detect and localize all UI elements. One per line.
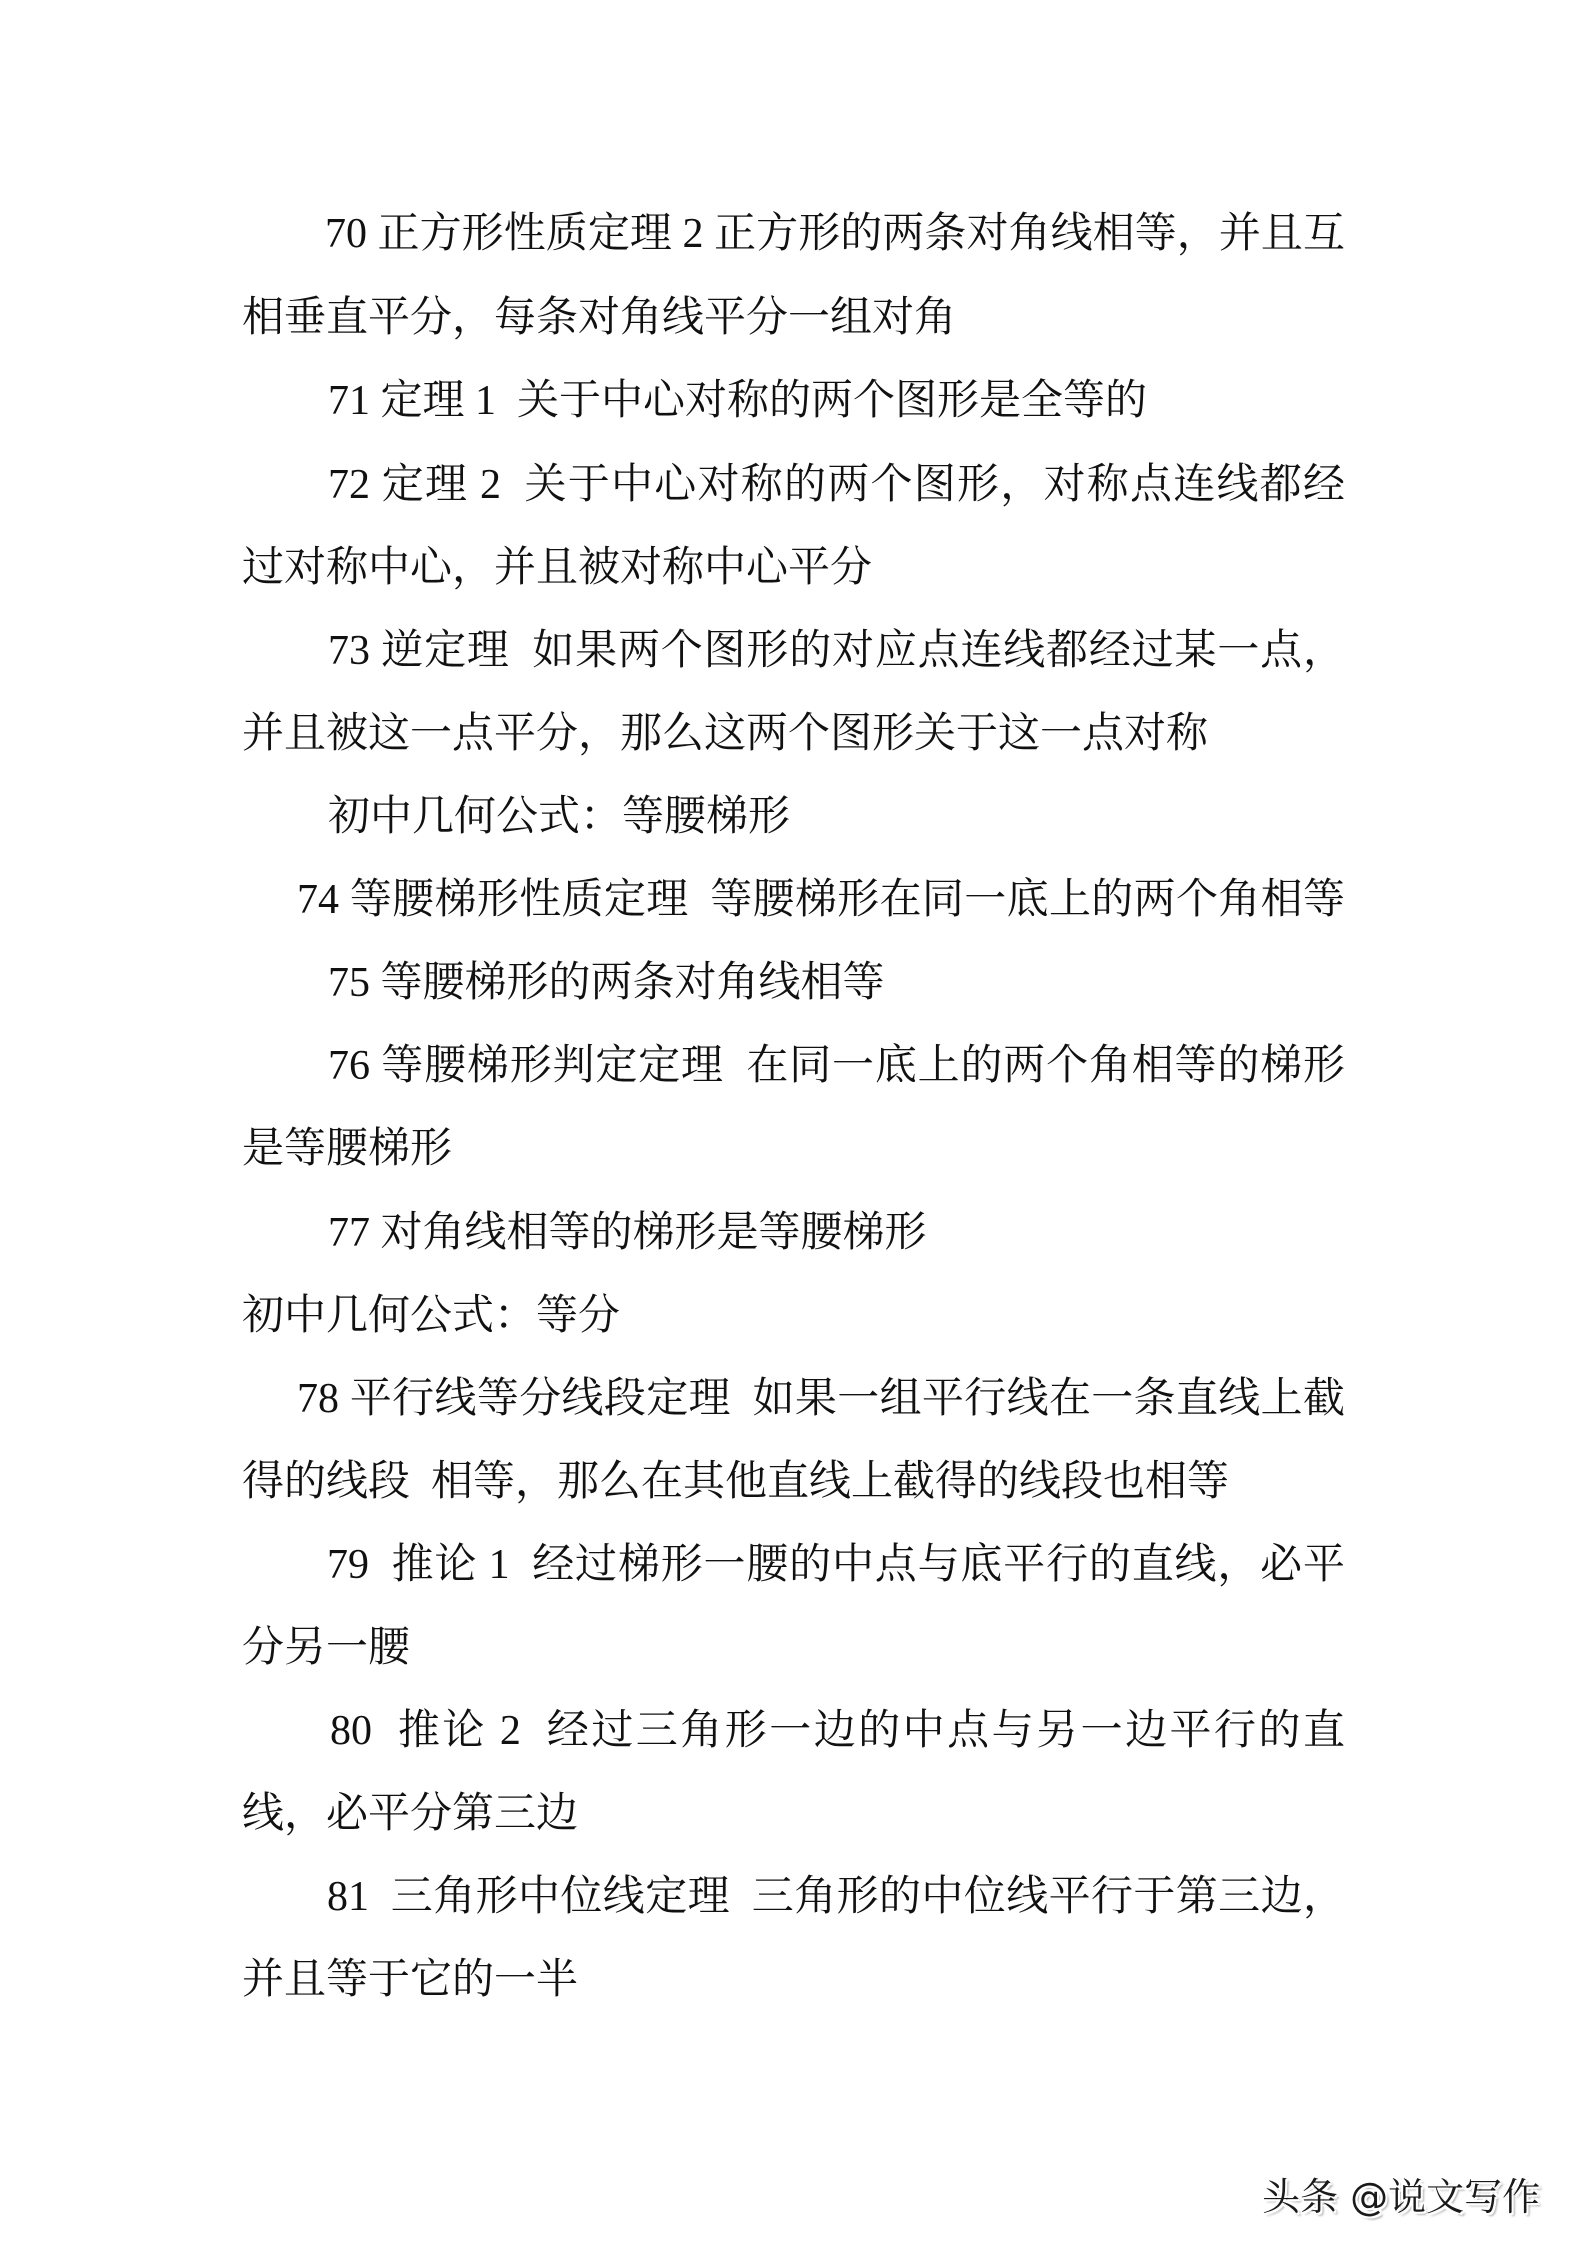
theorem-78-line-1: 78 平行线等分线段定理 如果一组平行线在一条直线上截 — [297, 1376, 1345, 1422]
section-heading-equal-division: 初中几何公式：等分 — [242, 1293, 621, 1339]
watermark: 头条 @说文写作 — [1262, 2175, 1541, 2219]
theorem-78-line-2: 得的线段 相等，那么在其他直线上截得的线段也相等 — [242, 1459, 1230, 1505]
theorem-70-line-2: 相垂直平分，每条对角线平分一组对角 — [242, 295, 957, 341]
theorem-71: 71 定理 1 关于中心对称的两个图形是全等的 — [328, 378, 1148, 424]
corollary-79-line-2: 分另一腰 — [242, 1625, 411, 1671]
corollary-79-line-1: 79 推论 1 经过梯形一腰的中点与底平行的直线，必平 — [327, 1542, 1345, 1588]
corollary-80-line-1: 80 推论 2 经过三角形一边的中点与另一边平行的直 — [330, 1708, 1345, 1754]
theorem-77: 77 对角线相等的梯形是等腰梯形 — [328, 1210, 927, 1256]
theorem-76-line-1: 76 等腰梯形判定定理 在同一底上的两个角相等的梯形 — [328, 1043, 1345, 1089]
theorem-74: 74 等腰梯形性质定理 等腰梯形在同一底上的两个角相等 — [297, 877, 1345, 923]
theorem-73-line-2: 并且被这一点平分，那么这两个图形关于这一点对称 — [242, 711, 1209, 757]
theorem-70-line-1: 70 正方形性质定理 2 正方形的两条对角线相等，并且互 — [325, 211, 1345, 257]
section-heading-isosceles-trapezoid: 初中几何公式：等腰梯形 — [328, 794, 791, 840]
theorem-75: 75 等腰梯形的两条对角线相等 — [328, 960, 885, 1006]
theorem-73-line-1: 73 逆定理 如果两个图形的对应点连线都经过某一点， — [328, 628, 1345, 674]
theorem-81-line-1: 81 三角形中位线定理 三角形的中位线平行于第三边， — [327, 1874, 1345, 1920]
theorem-72-line-2: 过对称中心，并且被对称中心平分 — [242, 545, 873, 591]
theorem-72-line-1: 72 定理 2 关于中心对称的两个图形，对称点连线都经 — [328, 462, 1345, 508]
theorem-76-line-2: 是等腰梯形 — [242, 1126, 453, 1172]
theorem-81-line-2: 并且等于它的一半 — [242, 1957, 579, 2003]
corollary-80-line-2: 线，必平分第三边 — [242, 1791, 579, 1837]
